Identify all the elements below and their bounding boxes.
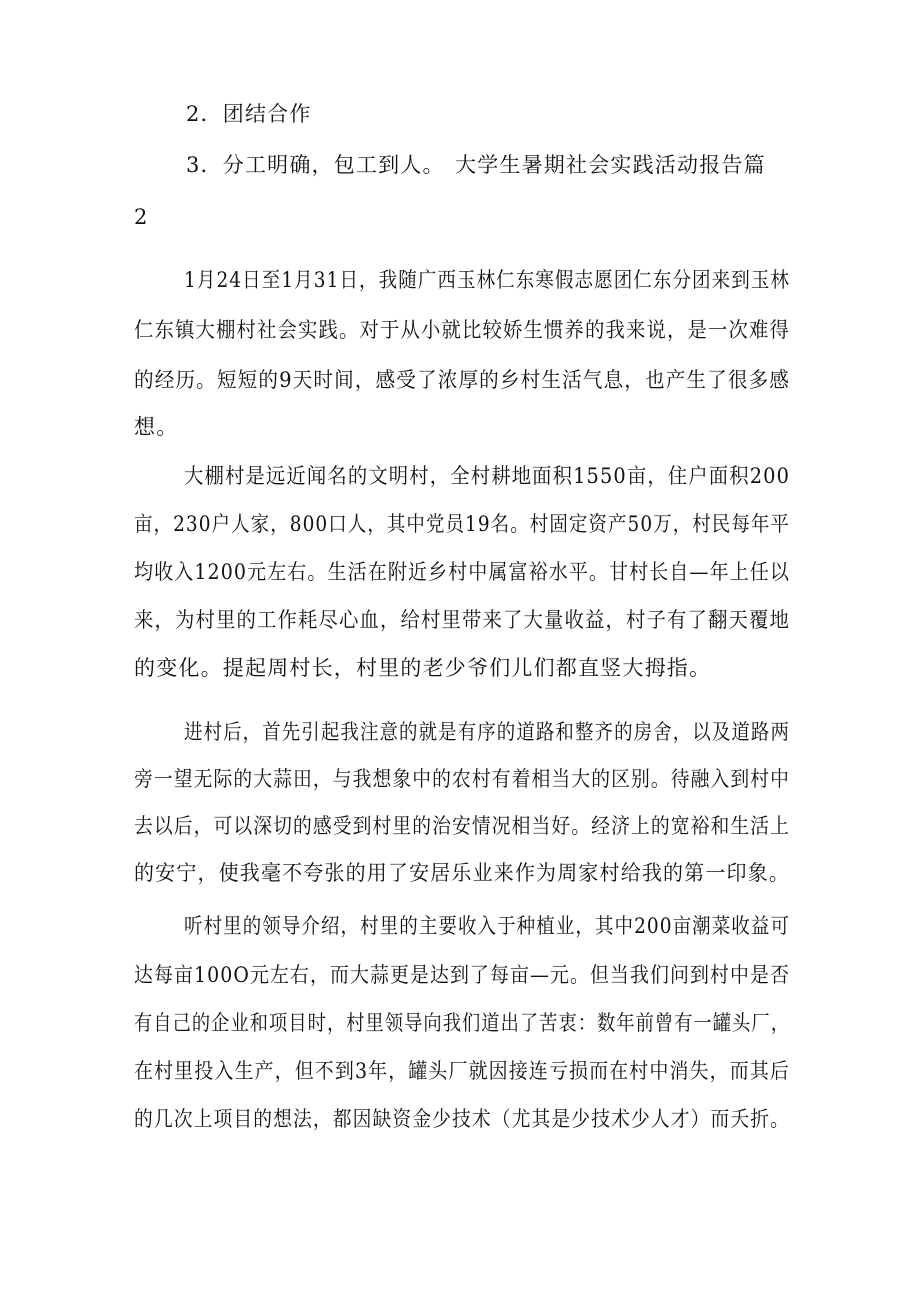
paragraph-2-line-2: 亩，230户人家，800口人，其中党员19名。村固定资产50万，村民每年平 [134,512,790,536]
paragraph-2-line-3: 均收入1200元左右。生活在附近乡村中属富裕水平。甘村长自—年上任以 [134,560,791,584]
paragraph-3-line-4: 的安宁，使我毫不夸张的用了安居乐业来作为周家村给我的第一印象。 [134,861,790,885]
paragraph-2-line-5: 的变化。提起周村长，村里的老少爷们儿们都直竖大拇指。 [134,656,712,680]
paragraph-4-line-4: 在村里投入生产，但不到3年，罐头厂就因接连亏损而在村中消失，而其后 [134,1059,791,1083]
paragraph-4-line-5: 的几次上项目的想法，都因缺资金少技术（尤其是少技术少人才）而夭折。 [134,1107,790,1131]
paragraph-4-line-2: 达每亩100O元左右，而大蒜更是达到了每亩—元。但当我们问到村中是否 [134,963,791,987]
list-item-2: 2．团结合作 [186,102,312,126]
paragraph-2-line-4: 来，为村里的工作耗尽心血，给村里带来了大量收益，村子有了翻天覆地 [134,608,790,632]
paragraph-1-line-2: 仁东镇大棚村社会实践。对于从小就比较娇生惯养的我来说，是一次难得 [134,318,790,342]
paragraph-1-line-1: 1月24日至1月31日，我随广西玉林仁东寒假志愿团仁东分团来到玉林 [184,268,791,292]
section-heading-number: 2 [134,205,149,229]
paragraph-3-line-3: 去以后，可以深切的感受到村里的治安情况相当好。经济上的宽裕和生活上 [134,814,790,838]
section-heading: 大学生暑期社会实践活动报告篇 [455,153,766,177]
paragraph-1-line-4: 想。 [134,415,179,439]
paragraph-3-line-1: 进村后，首先引起我注意的就是有序的道路和整齐的房舍，以及道路两 [184,720,791,744]
paragraph-4-line-3: 有自己的企业和项目时，村里领导向我们道出了苦衷：数年前曾有一罐头厂， [134,1011,790,1035]
paragraph-2-line-1: 大棚村是远近闻名的文明村，全村耕地面积1550亩，住户面积200 [184,464,791,488]
list-item-3: 3．分工明确，包工到人。 [186,153,445,177]
paragraph-3-line-2: 旁一望无际的大蒜田，与我想象中的农村有着相当大的区别。待融入到村中 [134,767,790,791]
paragraph-4-line-1: 听村里的领导介绍，村里的主要收入于种植业，其中200亩潮菜收益可 [184,914,791,938]
paragraph-1-line-3: 的经历。短短的9天时间，感受了浓厚的乡村生活气息，也产生了很多感 [134,368,791,392]
